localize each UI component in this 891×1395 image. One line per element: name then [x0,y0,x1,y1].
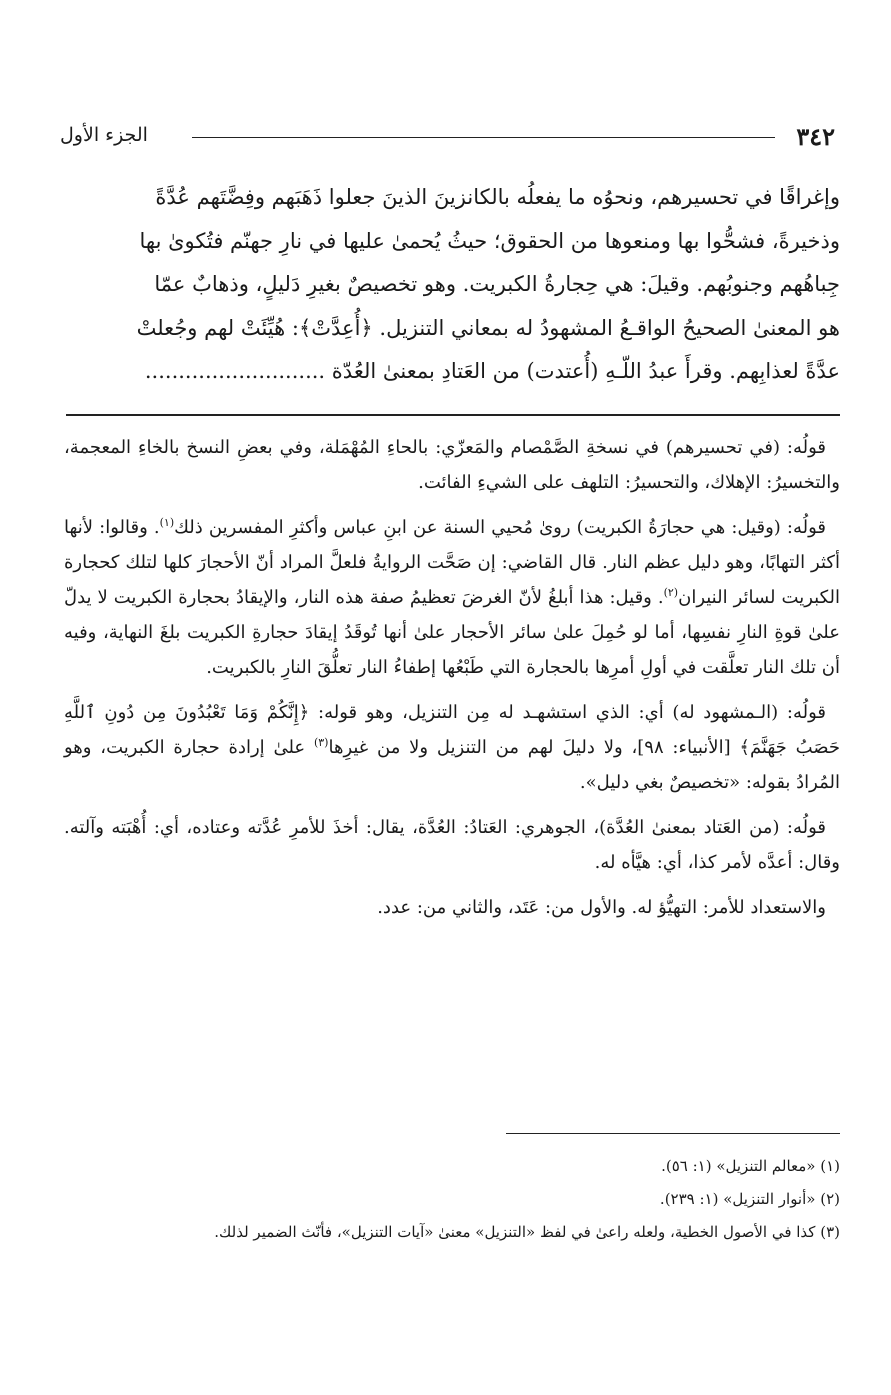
footnote-ref[interactable]: (٣) [313,736,329,749]
footnote: (١) «معالم التنزيل» (١: ٥٦). [661,1157,840,1175]
commentary-paragraph: قولُه: (وقيل: هي حجارَةُ الكبريت) روىٰ مُحيي السنة عن ابنِ عباس وأكثرِ المفسرين ذلك$^{(١)}$. وقالوا: لأنها أكثر التهابًا، وهو دليل عظم النار. قال القاضي: إن صَحَّت الروايةُ فلعلَّ المراد أنّ الأحجارَ كلها لتلك كحجارة الكبريت لسائر النيران$^{(٢)}$. وقيل: هذا أبلغُ لأنّ الغرضَ تعظيمُ صفة هذه النار، والإيقادُ بحجارة الكبريت لا يدلّ علىٰ قوةِ النارِ نفسِها، أما لو حُمِلَ علىٰ سائر الأحجار علىٰ أنها تُوقَدُ إيقادَ حجارةِ الكبريت بلغَ النهاية، وفيه أن تلك النار تعلَّقت في أولِ أمرِها بالحجارة التي طَبْعُها إطفاءُ النار تعلُّقَ النارِ بالكبريت. [64,516,840,678]
text-separator [66,414,840,416]
main-text [64,176,840,394]
page-header [60,122,835,152]
footnote: (٣) كذا في الأصول الخطية، ولعله راعىٰ في لفظ «التنزيل» معنىٰ «آيات التنزيل»، فأنّث الضمير لذلك. [214,1223,840,1241]
main-text-line: جِباهُهم وجنوبُهم. وقيلَ: هي حِجارةُ الكبريت. وهو تخصيصٌ بغيرِ دَليلٍ، وذهابٌ عمّا [154,272,840,296]
main-text-line: هو المعنىٰ الصحيحُ الواقـعُ المشهودُ له بمعاني التنزيل. ﴿أُعِدَّتْ﴾: هُيِّئَتْ لهم وجُعلتْ [136,315,840,340]
footnote-ref[interactable]: (١) [159,516,175,529]
commentary-paragraph: قولُه: (في تحسيرهم) في نسخةِ الصَّمْصام والمَعزّي: بالحاءِ المُهْمَلة، وفي بعضِ النسخ بالخاءِ المعجمة، والتخسيرُ: الإهلاك، والتحسيرُ: التلهف على الشيءِ الفائت. [64,437,840,493]
commentary-paragraph: والاستعداد للأمر: التهيُّؤ له. والأول من: عَتَد، والثاني من: عدد. [377,897,826,918]
commentary [64,430,840,935]
footnote-ref[interactable]: (٢) [663,586,679,599]
footnote-rule [506,1133,840,1134]
commentary-paragraph: قولُه: (الـمشهود له) أي: الذي استشهـد له مِن التنزيل، وهو قوله: ﴿إِنَّكُمْ وَمَا تَعْبُدُونَ مِن دُونِ ٱللَّهِ حَصَبُ جَهَنَّمَ﴾ [الأنبياء: ٩٨]، ولا دليلَ لهم من التنزيل ولا من غيرِها$^{(٣)}$ علىٰ إرادة حجارة الكبريت، وهو المُرادُ بقوله: «تخصيصٌ بغي دليل». [64,702,840,793]
main-text-line: عدَّةً لعذابِهم. وقرأَ عبدُ اللّـهِ (أُعتدت) من العَتادِ بمعنىٰ العُدّة [331,359,840,383]
footnotes [64,1150,840,1249]
header-rule [192,137,775,138]
main-text-line: وإغراقًا في تحسيرهم، ونحوُه ما يفعلُه بالكانزينَ الذينَ جعلوا ذَهَبَهم وفِضَّتَهم عُدَّةً [155,185,840,209]
commentary-paragraph: قولُه: (من العَتاد بمعنىٰ العُدَّة)، الجوهري: العَتادُ: العُدَّة، يقال: أخذَ للأمرِ عُدَّته وعتاده، أي: أُهْبَته وآلته. وقال: أعدَّه لأمر كذا، أي: هيَّأه له. [64,817,840,873]
page-number: ٣٤٢ [796,122,835,151]
main-text-last-line [64,350,840,394]
footnote: (٢) «أنوار التنزيل» (١: ٢٣٩). [659,1190,840,1208]
running-head: الجزء الأول [60,124,148,146]
continuation-dots: ........................... [144,359,326,383]
main-text-line: وذخيرةً، فشحُّوا بها ومنعوها من الحقوق؛ حيثُ يُحمىٰ عليها في نارِ جهنّم فتُكوىٰ بها [139,228,840,253]
